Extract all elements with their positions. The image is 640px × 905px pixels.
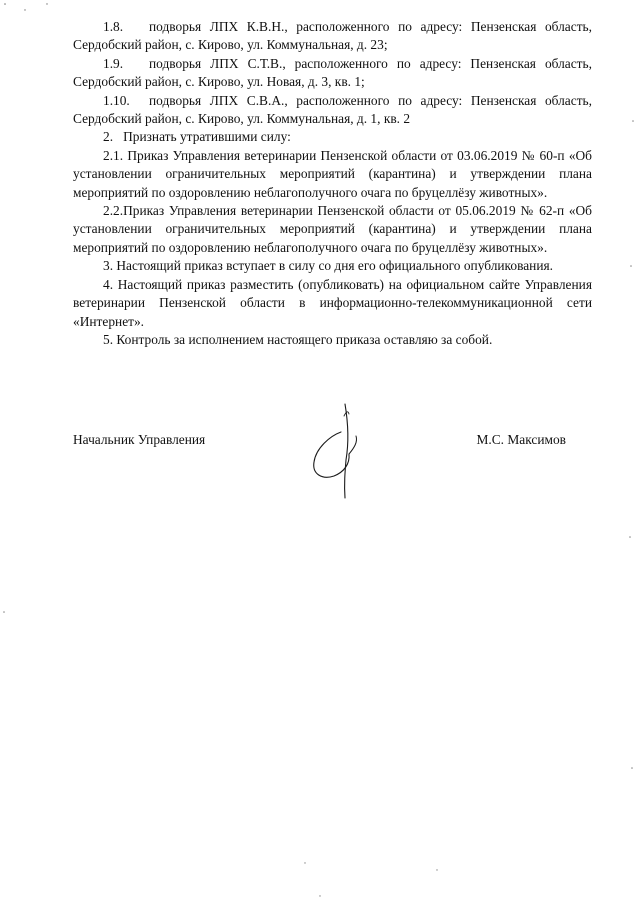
clause-text: Признать утратившими силу:: [123, 129, 291, 145]
item-number: 1.8.: [103, 19, 124, 34]
clause-2: [73, 128, 592, 146]
item-text: подворья ЛПХ С.В.А., расположенного по адресу: Пензенская область, Сердобский район, с. Кирово, ул. Коммунальная, д. 1, кв. 2: [73, 92, 592, 127]
sub-text: Приказ Управления ветеринарии Пензенской области от 05.06.2019 № 62-п «Об установлении ограничительных мероприятий (карантина) и утверждении плана мероприятий по оздоровлению неблагополучного очага по бруцеллёзу животных».: [73, 203, 592, 255]
clause-4: 4. Настоящий приказ разместить (опубликовать) на официальном сайте Управления ветеринарии Пензенской области в информационно-телекоммуникационной сети «Интернет».: [73, 276, 592, 329]
signatory-position: Начальник Управления: [73, 432, 206, 447]
clause-3: 3. Настоящий приказ вступает в силу со дня его официального опубликования.: [103, 258, 553, 274]
document-body: [73, 18, 592, 349]
item-number: 1.9.: [103, 55, 124, 71]
item-1-10: [73, 92, 592, 129]
item-number: 1.10.: [103, 92, 130, 108]
clause-2-2: [73, 202, 592, 257]
clause-5: 5. Контроль за исполнением настоящего приказа оставляю за собой.: [103, 331, 493, 347]
clause-2-1: [73, 147, 592, 202]
sub-text: Приказ Управления ветеринарии Пензенской области от 03.06.2019 № 60-п «Об установлении ограничительных мероприятий (карантина) и утверждении плана мероприятий по оздоровлению неблагополучного очага по бруцеллёзу животных».: [73, 147, 592, 200]
signatory-name: М.С. Максимов: [476, 432, 566, 447]
item-text: подворья ЛПХ С.Т.В., расположенного по адресу: Пензенская область, Сердобский район, с. Кирово, ул. Новая, д. 3, кв. 1;: [73, 55, 592, 90]
clause-number: 2.: [103, 129, 114, 145]
sub-number: 2.2.: [103, 203, 124, 219]
item-text: подворья ЛПХ К.В.Н., расположенного по адресу: Пензенская область, Сердобский район, с. Кирово, ул. Коммунальная, д. 23;: [73, 19, 592, 53]
handwritten-signature: [308, 402, 368, 500]
item-1-8: [73, 18, 592, 55]
item-1-9: [73, 55, 592, 92]
sub-number: 2.1.: [103, 147, 124, 163]
